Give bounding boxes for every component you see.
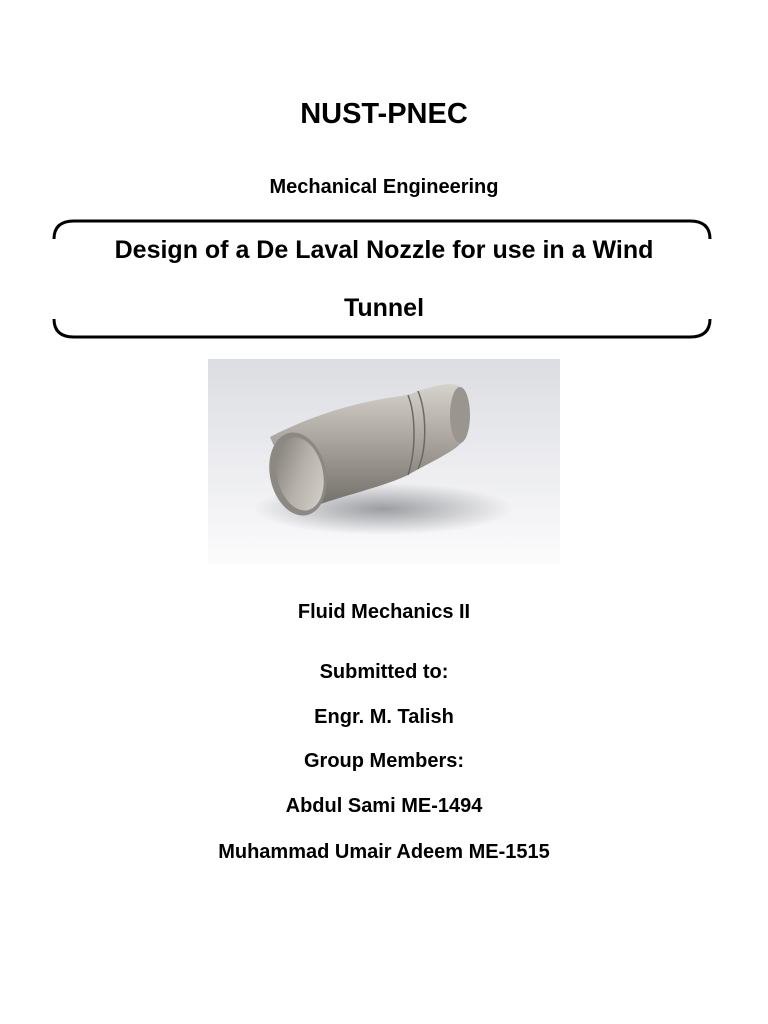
document-title-line-2: Tunnel <box>343 294 425 322</box>
document-title-line-1: Design of a De Laval Nozzle for use in a Wind <box>114 236 654 264</box>
instructor-name: Engr. M. Talish <box>314 706 454 728</box>
course-name: Fluid Mechanics II <box>297 601 471 623</box>
group-member: Abdul Sami ME-1494 <box>285 795 483 817</box>
department-heading: Mechanical Engineering <box>269 176 499 198</box>
nozzle-render-image <box>208 359 560 564</box>
institution-heading: NUST-PNEC <box>300 98 468 130</box>
group-members-label: Group Members: <box>303 750 465 772</box>
submitted-to-label: Submitted to: <box>319 661 449 683</box>
nozzle-render-icon <box>208 359 560 564</box>
group-member: Muhammad Umair Adeem ME-1515 <box>218 841 550 863</box>
